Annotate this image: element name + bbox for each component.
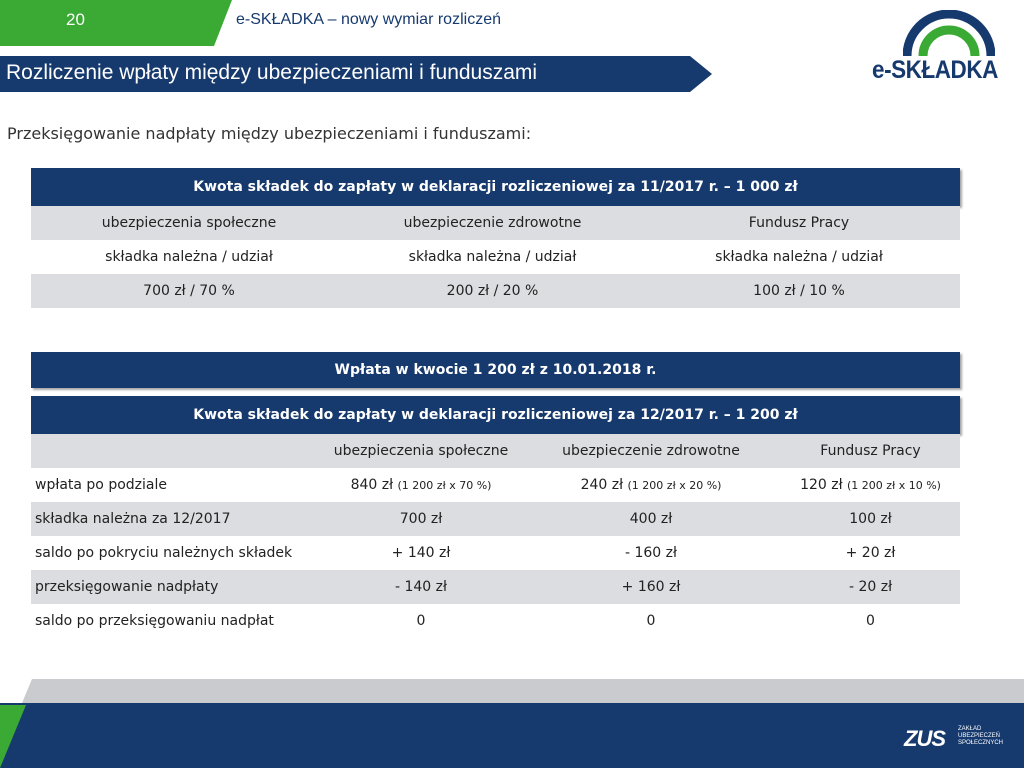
footer-band: [0, 703, 1024, 768]
value-note: (1 200 zł x 20 %): [627, 479, 722, 492]
row-label: wpłata po podziale: [35, 477, 167, 493]
column-header: ubezpieczenie zdrowotne: [403, 215, 582, 231]
table-row: [31, 240, 960, 274]
table-december: [31, 396, 960, 638]
table-cell: + 20 zł: [845, 545, 896, 561]
page-number: 20: [66, 10, 85, 29]
table-cell: - 20 zł: [848, 579, 893, 595]
table-cell: 0: [416, 613, 426, 629]
table-row: [31, 604, 960, 638]
table-row: [31, 434, 960, 468]
table-cell: 100 zł / 10 %: [753, 283, 845, 299]
column-header: ubezpieczenia społeczne: [101, 215, 277, 231]
column-header: Fundusz Pracy: [820, 443, 921, 459]
column-header: ubezpieczenia społeczne: [333, 443, 509, 459]
column-header: Fundusz Pracy: [748, 215, 850, 231]
table-cell: - 140 zł: [394, 579, 447, 595]
logo-text: e-SKŁADKA: [872, 56, 998, 84]
table-cell: 200 zł / 20 %: [446, 283, 539, 299]
table-november: [31, 168, 960, 308]
table-header: Kwota składek do zapłaty w deklaracji rozliczeniowej za 11/2017 r. – 1 000 zł: [31, 168, 960, 206]
header-title: e-SKŁADKA – nowy wymiar rozliczeń: [236, 11, 501, 28]
header-accent: [0, 0, 232, 46]
table-cell: 400 zł: [629, 511, 673, 527]
table-row: [31, 206, 960, 240]
value: 120 zł: [800, 477, 843, 493]
table-row: [31, 570, 960, 604]
subtitle: Przeksięgowanie nadpłaty między ubezpieczeniami i funduszami:: [7, 124, 532, 143]
table-cell: [321, 477, 521, 493]
value-note: (1 200 zł x 70 %): [397, 479, 492, 492]
zus-logo-subtitle: ZAKŁAD UBEZPIECZEŃ SPOŁECZNYCH: [958, 726, 1004, 746]
table-header: Kwota składek do zapłaty w deklaracji rozliczeniowej za 12/2017 r. – 1 200 zł: [31, 396, 960, 434]
table-row: [31, 468, 960, 502]
value-note: (1 200 zł x 10 %): [847, 479, 941, 492]
table-cell: + 140 zł: [391, 545, 451, 561]
table-cell: składka należna / udział: [408, 249, 577, 265]
table-cell: 700 zł / 70 %: [143, 283, 235, 299]
table-row: [31, 502, 960, 536]
payment-banner: Wpłata w kwocie 1 200 zł z 10.01.2018 r.: [31, 352, 960, 388]
value: 240 zł: [580, 477, 624, 493]
column-header: ubezpieczenie zdrowotne: [562, 443, 740, 459]
logo-arc-icon: [903, 10, 995, 56]
table-cell: 0: [646, 613, 656, 629]
row-label: saldo po przeksięgowaniu nadpłat: [35, 613, 274, 629]
footer-stripe: [22, 679, 1024, 703]
table-row: [31, 274, 960, 308]
zus-logo: ZUS: [904, 726, 945, 751]
value: 840 zł: [350, 477, 394, 493]
table-row: [31, 536, 960, 570]
table-cell: 100 zł: [849, 511, 892, 527]
table-cell: [521, 477, 781, 493]
row-label: przeksięgowanie nadpłaty: [35, 579, 219, 595]
row-label: saldo po pokryciu należnych składek: [35, 545, 293, 561]
slide-title: Rozliczenie wpłaty między ubezpieczeniami i funduszami: [6, 61, 538, 84]
table-cell: + 160 zł: [621, 579, 681, 595]
table-cell: [781, 477, 960, 493]
table-cell: 0: [866, 613, 875, 629]
table-cell: składka należna / udział: [105, 249, 273, 265]
row-label: składka należna za 12/2017: [35, 511, 231, 527]
table-cell: 700 zł: [399, 511, 443, 527]
table-cell: składka należna / udział: [715, 249, 883, 265]
table-cell: - 160 zł: [624, 545, 677, 561]
